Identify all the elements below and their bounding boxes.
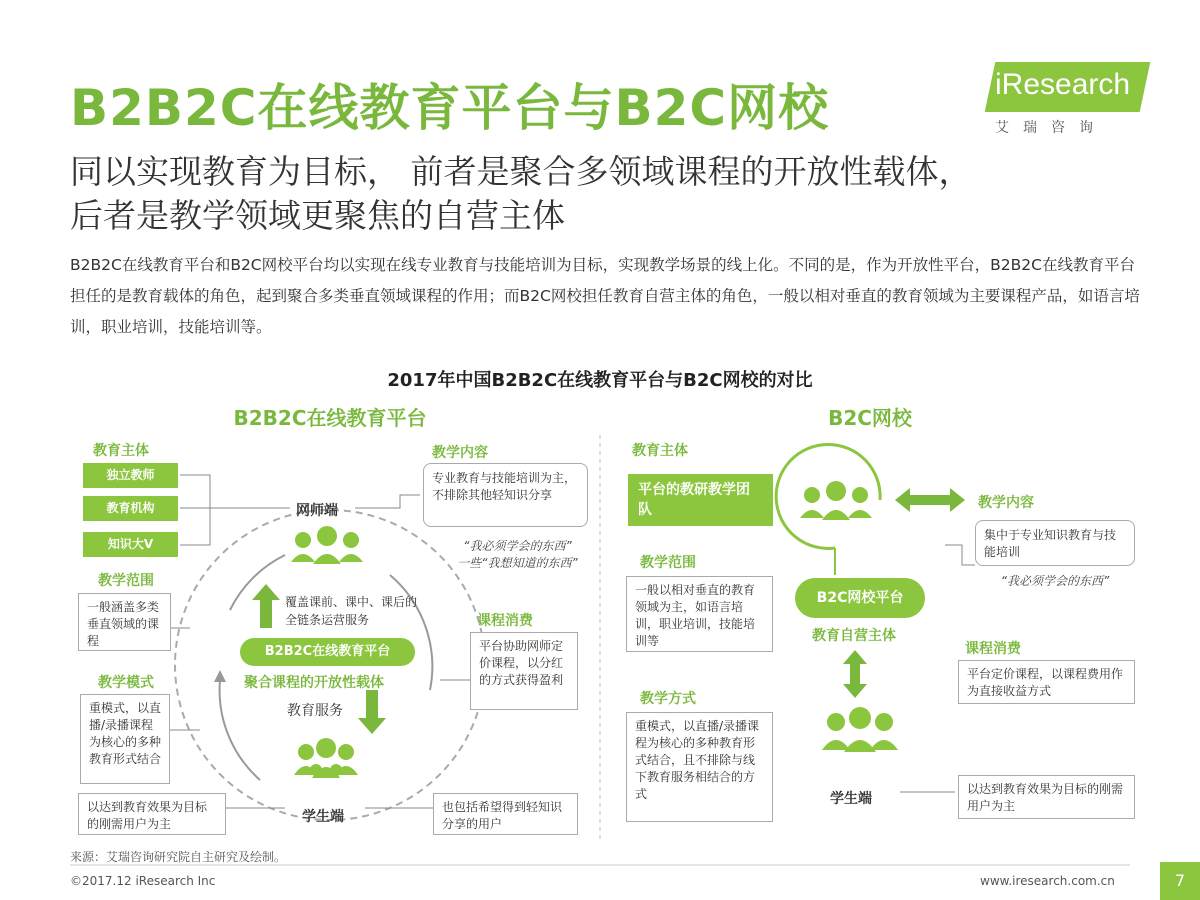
left-heading: B2B2C在线教育平台 [233, 406, 427, 430]
teacher-side-label: 网师端 [296, 503, 338, 519]
left-mode-box: 重模式，以直播/录播课程为核心的多种教育形式结合 [80, 694, 170, 784]
left-scope-label: 教学范围 [98, 573, 154, 589]
right-content-box: 集中于专业知识教育与技能培训 [975, 520, 1135, 566]
subject-education-institution: 教育机构 [83, 496, 178, 521]
subject-knowledge-influencer: 知识大V [83, 532, 178, 557]
brand-logo-text: iResearch [995, 68, 1131, 101]
left-mode-label: 教学模式 [98, 675, 154, 691]
page-title: B2B2C在线教育平台与B2C网校 [70, 79, 830, 137]
b2c-platform-role: 教育自营主体 [812, 628, 896, 644]
copyright: ©2017.12 iResearch Inc [70, 874, 216, 888]
right-user-box: 以达到教育效果为目标的刚需用户为主 [958, 775, 1135, 819]
right-method-box: 重模式，以直播/录播课程为核心的多种教育形式结合，且不排除与线下教育服务相结合的方式 [626, 712, 773, 822]
left-content-box: 专业教育与技能培训为主，不排除其他轻知识分享 [423, 463, 588, 527]
b2c-platform-pill: B2C网校平台 [795, 578, 925, 618]
left-scope-box: 一般涵盖多类垂直领域的课程 [78, 593, 171, 651]
b2b2c-platform-pill: B2B2C在线教育平台 [240, 638, 415, 666]
left-quote: “我必须学会的东西” 一些“我想知道的东西” [457, 539, 578, 570]
service-coverage-text: 覆盖课前、课中、课后的全链条运营服务 [285, 595, 418, 627]
right-subject-label: 教育主体 [632, 443, 688, 459]
left-consumption-label: 课程消费 [477, 613, 533, 629]
right-scope-box: 一般以相对垂直的教育领域为主，如语言培训，职业培训，技能培训等 [626, 576, 773, 652]
b2b2c-platform-role: 聚合课程的开放性载体 [244, 675, 384, 691]
right-consumption-label: 课程消费 [965, 641, 1021, 657]
page-description: B2B2C在线教育平台和B2C网校平台均以实现在线专业教育与技能培训为目标，实现教学场景的线上化。不同的是，作为开放性平台，B2B2C在线教育平台担任的是教育载体的角色，起到聚合多类垂直领域课程的作用；而B2C网校担任教育自营主体的角色，一般以相对垂直的教育领域为主要课程产品，如语言培训，职业培训，技能培训等。 [70, 256, 1140, 336]
diagram-title: 2017年中国B2B2C在线教育平台与B2C网校的对比 [387, 370, 813, 391]
left-subject-label: 教育主体 [93, 443, 149, 459]
left-consumption-box: 平台协助网师定价课程，以分红的方式获得盈利 [470, 632, 578, 710]
right-consumption-box: 平台定价课程，以课程费用作为直接收益方式 [958, 660, 1135, 704]
student-side-label-right: 学生端 [830, 791, 872, 807]
page-subtitle: 同以实现教育为目标， 前者是聚合多领域课程的开放性载体， 后者是教学领域更聚焦的自营主体 [70, 152, 972, 235]
subject-independent-teacher: 独立教师 [83, 463, 178, 488]
right-heading: B2C网校 [828, 406, 912, 430]
page-number: 7 [1160, 862, 1200, 900]
right-quote: “我必须学会的东西” [1000, 574, 1110, 588]
student-side-label-left: 学生端 [302, 809, 344, 825]
footer-url[interactable]: www.iresearch.com.cn [980, 874, 1115, 888]
left-user-primary-box: 以达到教育效果为目标的刚需用户为主 [78, 793, 226, 835]
right-scope-label: 教学范围 [640, 555, 696, 571]
right-content-label: 教学内容 [978, 495, 1034, 511]
left-user-secondary-box: 也包括希望得到轻知识分享的用户 [433, 793, 578, 835]
right-subject-box: 平台的教研教学团队 [628, 474, 773, 526]
source-note: 来源：艾瑞咨询研究院自主研究及绘制。 [70, 850, 287, 864]
left-content-label: 教学内容 [432, 445, 488, 461]
brand-logo-subtext: 艾瑞咨询 [995, 120, 1107, 136]
right-method-label: 教学方式 [640, 691, 696, 707]
education-service-label: 教育服务 [287, 703, 343, 719]
